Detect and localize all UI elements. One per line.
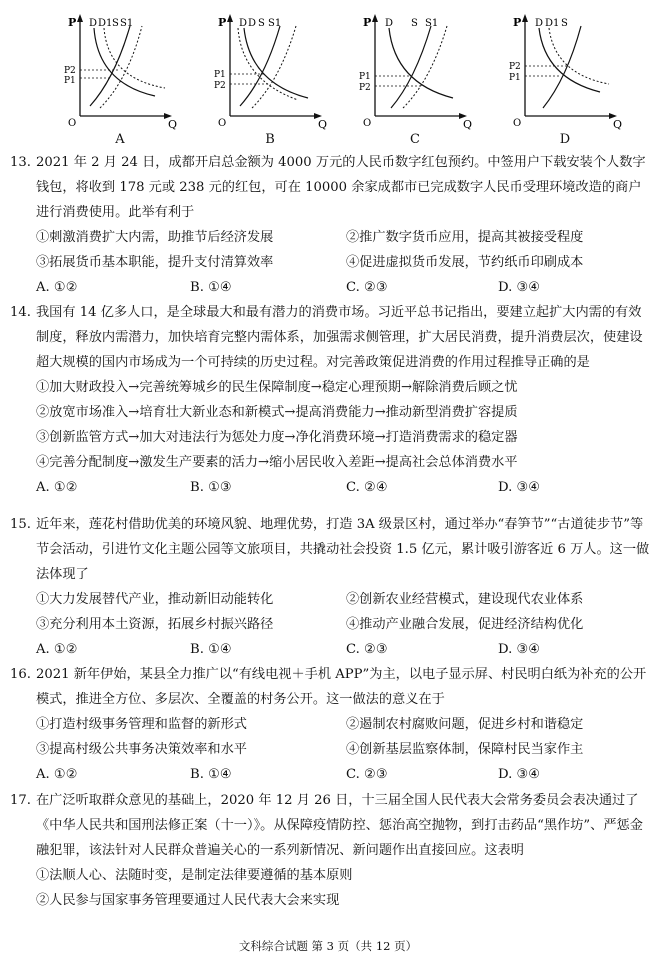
option-row: [36, 587, 650, 612]
option-row: [36, 450, 650, 475]
question-14: [10, 300, 650, 500]
chart-c: [355, 8, 475, 148]
curve-label: S: [258, 18, 265, 29]
axis-o: O: [68, 118, 77, 129]
option-row: [36, 888, 650, 913]
statement-option: ②遏制农村腐败问题，促进乡村和谐稳定: [346, 717, 584, 732]
option-row: [36, 400, 650, 425]
statement-option: ①打造村级事务管理和监督的新形式: [36, 717, 247, 732]
axis-p: P: [513, 16, 522, 29]
answer-choice[interactable]: C. ②③: [346, 642, 388, 657]
question-number: 14.: [10, 305, 31, 320]
axis-q: Q: [168, 118, 178, 131]
option-row: [36, 712, 650, 737]
answer-choice[interactable]: A. ①②: [36, 642, 78, 657]
answer-choice[interactable]: A. ①②: [36, 480, 78, 495]
answer-choice[interactable]: C. ②③: [346, 767, 388, 782]
option-row: [36, 612, 650, 637]
price-label: P1: [64, 76, 76, 86]
statement-option: ①加大财政投入→完善统筹城乡的民生保障制度→稳定心理预期→解除消费后顾之忧: [36, 380, 518, 395]
question-number: 17.: [10, 793, 31, 808]
statement-option: ③创新监管方式→加大对违法行为惩处力度→净化消费环境→打造消费需求的稳定器: [36, 430, 518, 445]
curve-label: D: [89, 18, 98, 29]
curve-label: D1: [545, 18, 560, 29]
price-label: P1: [214, 70, 226, 80]
axis-o: O: [218, 118, 227, 129]
page-footer: 文科综合试题 第 3 页（共 12 页）: [238, 939, 418, 953]
axis-o: O: [363, 118, 372, 129]
curve-label: D: [385, 18, 394, 29]
option-row: [36, 225, 650, 250]
curve-label: S: [561, 18, 568, 29]
curve-label: D1: [98, 18, 113, 29]
chart-d-graph: [505, 8, 625, 131]
chart-d: [505, 8, 625, 148]
axis-o: O: [513, 118, 522, 129]
price-label: P1: [509, 73, 521, 83]
chart-a-graph: [60, 8, 180, 131]
question-stem: 2021 新年伊始，某县全力推广以“有线电视＋手机 APP”为主，以电子显示屏、村民明白纸为补充的公开模式，推进全方位、多层次、全覆盖的村务公开。这一做法的意义在于: [36, 667, 647, 707]
chart-option-label: D: [559, 132, 571, 147]
price-label: P1: [359, 72, 371, 82]
price-label: P2: [509, 62, 521, 72]
question-15: [10, 512, 650, 662]
answer-choice[interactable]: D. ③④: [498, 767, 541, 782]
chart-b: [210, 8, 330, 148]
answer-choice[interactable]: D. ③④: [498, 642, 541, 657]
chart-a: [60, 8, 180, 148]
question-stem: 在广泛听取群众意见的基础上，2020 年 12 月 26 日，十三届全国人民代表大会常务委员会表决通过了《中华人民共和国刑法修正案（十一）》。从保障疫情防控、惩治高空抛物，到打击药品“黑作坊”、严惩金融犯罪，该法针对人民群众普遍关心的一系列新情况、新问题作出直接回应。这表明: [36, 793, 643, 858]
statement-option: ②人民参与国家事务管理要通过人民代表大会来实现: [36, 893, 340, 908]
chart-option-label: B: [265, 132, 275, 147]
statement-option: ③充分利用本土资源，拓展乡村振兴路径: [36, 617, 274, 632]
statement-option: ④完善分配制度→激发生产要素的活力→缩小居民收入差距→提高社会总体消费水平: [36, 455, 518, 470]
axis-p: P: [218, 16, 227, 29]
curve-label: S: [411, 18, 418, 29]
curve-label: D: [239, 18, 248, 29]
question-number: 15.: [10, 517, 31, 532]
price-label: P2: [64, 66, 76, 76]
answer-row: [36, 275, 650, 300]
answer-choice[interactable]: A. ①②: [36, 767, 78, 782]
question-stem: 近年来，莲花村借助优美的环境风貌、地理优势，打造 3A 级景区村，通过举办“春笋节”“古道徒步节”等节会活动，引进竹文化主题公园等文旅项目，共撬动社会投资 1.5 亿元，累计吸引游客近 6 万人。这一做法体现了: [36, 517, 650, 582]
answer-row: [36, 637, 650, 662]
question-16: [10, 662, 650, 787]
price-label: P2: [214, 81, 226, 91]
question-13: [10, 150, 650, 300]
chart-b-graph: [210, 8, 330, 131]
statement-option: ②放宽市场准入→培育壮大新业态和新模式→提高消费能力→推动新型消费扩容提质: [36, 405, 518, 420]
statement-option: ①大力发展替代产业，推动新旧动能转化: [36, 592, 274, 607]
option-row: [36, 863, 650, 888]
option-row: [36, 250, 650, 275]
statement-option: ④创新基层监察体制，保障村民当家作主: [346, 742, 584, 757]
question-stem: 2021 年 2 月 24 日，成都开启总金额为 4000 万元的人民币数字红包预约。中签用户下载安装个人数字钱包，将收到 178 元或 238 元的红包，可在 10000 余家成都市已完成数字人民币受理环境改造的商户进行消费使用。此举有利于: [36, 155, 646, 220]
statement-option: ③拓展货币基本职能，提升支付清算效率: [36, 255, 274, 270]
option-row: [36, 375, 650, 400]
answer-choice[interactable]: B. ①④: [190, 642, 232, 657]
statement-option: ①刺激消费扩大内需，助推节后经济发展: [36, 230, 274, 245]
option-row: [36, 737, 650, 762]
answer-row: [36, 762, 650, 787]
answer-choice[interactable]: B. ①④: [190, 767, 232, 782]
statement-option: ②创新农业经营模式，建设现代农业体系: [346, 592, 584, 607]
curve-label: S1: [120, 18, 134, 29]
axis-p: P: [68, 16, 77, 29]
answer-row: [36, 475, 650, 500]
answer-choice[interactable]: C. ②③: [346, 280, 388, 295]
chart-option-label: C: [410, 132, 420, 147]
price-label: P2: [359, 83, 371, 93]
chart-c-graph: [355, 8, 475, 131]
axis-p: P: [363, 16, 372, 29]
curve-label: S1: [268, 18, 282, 29]
question-17: [10, 788, 650, 913]
axis-q: Q: [613, 118, 623, 131]
question-stem: 我国有 14 亿多人口，是全球最大和最有潜力的消费市场。习近平总书记指出，要建立起扩大内需的有效制度，释放内需潜力，加快培育完整内需体系，加强需求侧管理，扩大居民消费，提升消费层次，使建设超大规模的国内市场成为一个可持续的历史过程。对完善政策促进消费的作用过程推导正确的是: [36, 305, 643, 370]
answer-choice[interactable]: B. ①④: [190, 280, 232, 295]
statement-option: ①法顺人心、法随时变，是制定法律要遵循的基本原则: [36, 868, 353, 883]
statement-option: ④推动产业融合发展，促进经济结构优化: [346, 617, 584, 632]
curve-label: S1: [425, 18, 439, 29]
curve-label: S: [112, 18, 119, 29]
question-number: 13.: [10, 155, 31, 170]
curve-label: D: [535, 18, 544, 29]
statement-option: ③提高村级公共事务决策效率和水平: [36, 742, 247, 757]
statement-option: ④促进虚拟货币发展，节约纸币印刷成本: [346, 255, 584, 270]
answer-choice[interactable]: D. ③④: [498, 480, 541, 495]
question-number: 16.: [10, 667, 31, 682]
curve-label: D: [248, 18, 257, 29]
chart-option-label: A: [115, 132, 125, 147]
answer-choice[interactable]: B. ①③: [190, 480, 232, 495]
answer-choice[interactable]: C. ②④: [346, 480, 388, 495]
supply-demand-charts: [0, 0, 656, 150]
answer-choice[interactable]: D. ③④: [498, 280, 541, 295]
axis-q: Q: [318, 118, 328, 131]
option-row: [36, 425, 650, 450]
answer-choice[interactable]: A. ①②: [36, 280, 78, 295]
axis-q: Q: [463, 118, 473, 131]
statement-option: ②推广数字货币应用，提高其被接受程度: [346, 230, 584, 245]
